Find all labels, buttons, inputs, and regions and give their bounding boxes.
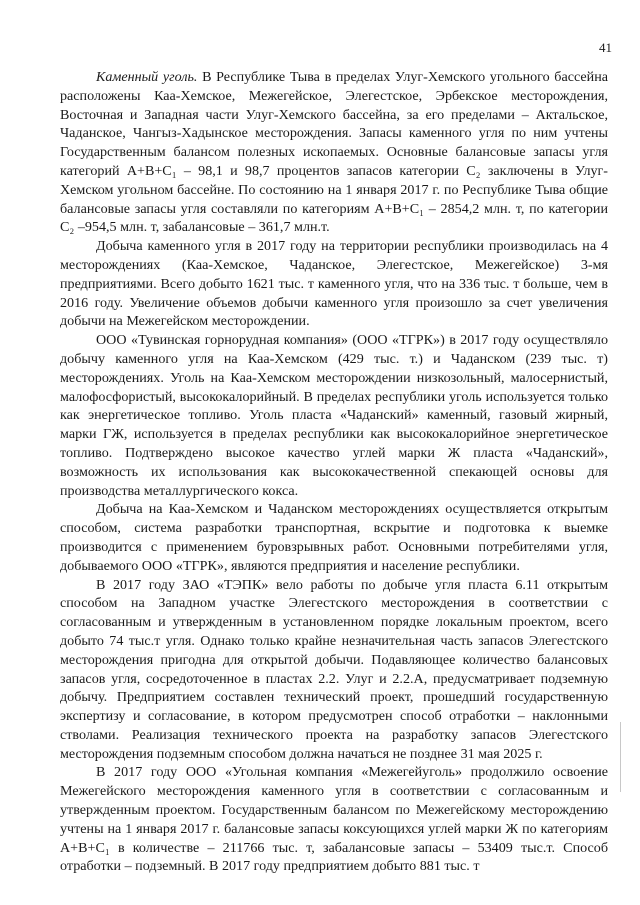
paragraph-tepk: [60, 576, 608, 764]
paragraph-text: Добыча на Каа-Хемском и Чаданском месторождениях осуществляется открытым способом, система разработки транспортная, вскрытие и подготовка к выемке производится с применением буровзрывных работ. Основными потребителями угля, добываемого ООО «ТГРК», являются предприятия и население республики.: [60, 501, 608, 574]
page-number: 41: [599, 40, 612, 55]
paragraph-tgrk: [60, 331, 608, 500]
paragraph-text: ООО «Тувинская горнорудная компания» (ООО «ТГРК») в 2017 году осуществляло добычу каменного угля на Каа-Хемском (429 тыс. т.) и Чаданском (239 тыс. т) месторождениях. Уголь на Каа-Хемском месторождении низкозольный, малосернистый, малофосфористый, высококалорийный. В пределах республики уголь используется только как энергетическое топливо. Уголь пласта «Чаданский» каменный, газовый жирный, марки ГЖ, используется в пределах республики как высококалорийное энергетическое топливо. Подтверждено высокое качество углей марки Ж пласта «Чаданский», возможность их использования как высококачественной спекающей основы для производства металлургического кокса.: [60, 332, 608, 499]
scan-margin-mark: [620, 722, 621, 792]
paragraph-mining-method: [60, 500, 608, 575]
paragraph-text: В 2017 году ООО «Угольная компания «Межегейуголь» продолжило освоение Межегейского месторождения каменного угля в соответствии с согласованным и утвержденным проектом. Государственным балансом по Межегейскому месторождению учтены на 1 января 2017 г. балансовые запасы коксующихся углей марки Ж по категориям А+В+С₁ в количестве – 211766 тыс. т, забалансовые запасы – 53409 тыс.т. Способ отработки – подземный. В 2017 году предприятием добыто 881 тыс. т: [60, 764, 608, 875]
document-body: [60, 68, 608, 876]
section-lead: Каменный уголь.: [96, 69, 198, 85]
paragraph-text: В 2017 году ЗАО «ТЭПК» вело работы по добыче угля пласта 6.11 открытым способом на Западном участке Элегестского месторождения в соответствии с согласованным и утвержденным в установленном порядке локальным проектом, всего добыто 74 тыс.т угля. Однако только крайне незначительная часть запасов Элегестского месторождения пригодна для открытой добычи. Подавляющее количество балансовых запасов угля, сосредоточенное в пластах 2.2. Улуг и 2.2.А, предусматривает подземную добычу. Предприятием составлен технический проект, прошедший государственную экспертизу и согласование, в котором предусмотрен способ отработки – наклонными стволами. Реализация технического проекта на разработку запасов Элегестского месторождения подземным способом должна начаться не позднее 31 мая 2025 г.: [60, 576, 608, 762]
paragraph-coal-reserves: [60, 68, 608, 237]
paragraph-text: В Республике Тыва в пределах Улуг-Хемского угольного бассейна расположены Каа-Хемское, Межегейское, Элегестское, Эрбекское месторождения, Восточная и Западная части Улуг-Хемского бассейна, за его пределами – Актальское, Чаданское, Чангыз-Хадынское месторождения. Запасы каменного угля по ним учтены Государственным балансом полезных ископаемых. Основные балансовые запасы угля категорий А+В+С₁ – 98,1 и 98,7 процентов запасов категории С₂ заключены в Улуг-Хемском угольном бассейне. По состоянию на 1 января 2017 г. по Республике Тыва общие балансовые запасы угля составляли по категориям А+В+С₁ – 2854,2 млн. т, по категории С₂ –954,5 млн. т, забалансовые – 361,7 млн.т.: [60, 69, 608, 236]
paragraph-mezhegeyugol: [60, 763, 608, 876]
paragraph-coal-production: [60, 237, 608, 331]
paragraph-text: Добыча каменного угля в 2017 году на территории республики производилась на 4 месторождениях (Каа-Хемское, Чаданское, Элегестское, Межегейское) 3-мя предприятиями. Всего добыто 1621 тыс. т каменного угля, что на 336 тыс. т больше, чем в 2016 году. Увеличение объемов добычи каменного угля произошло за счет увеличения добычи на Межегейском месторождении.: [60, 238, 608, 330]
